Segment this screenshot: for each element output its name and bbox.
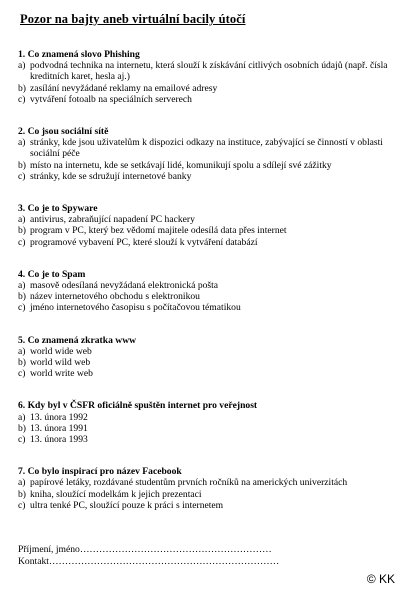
option-text: 13. února 1993 [30,434,88,446]
option-letter: a) [18,280,26,292]
option-letter: c) [18,434,26,446]
answer-option [18,434,398,445]
question-block [18,335,398,380]
answer-option [18,291,398,302]
answer-option [18,368,398,379]
question-title: 1. Co znamená slovo Phishing [18,49,140,60]
option-letter: b) [18,82,26,94]
answer-option [18,346,398,357]
option-text: world wild web [30,357,91,369]
option-letter: b) [18,422,26,434]
option-text: stránky, kde se sdružují internetové banky [30,170,192,182]
copyright-label: © KK [366,572,395,586]
option-text: ultra tenké PC, sloužící pouze k práci s internetem [30,499,224,511]
option-letter: a) [18,137,26,149]
question-title: 4. Co je to Spam [18,268,86,280]
option-letter: c) [18,302,26,314]
name-field: Příjmení, jméno…………………………………………………… [18,544,272,555]
question-title: 6. Kdy byl v ČSFR oficiálně spuštěn internet pro veřejnost [18,400,258,412]
option-text: jméno internetového časopisu s počítačovou tématikou [30,302,241,314]
answer-option [18,489,398,500]
answer-option [18,171,398,182]
option-letter: b) [18,291,26,303]
option-letter: c) [18,93,26,105]
page-title: Pozor na bajty aneb virtuální bacily útočí [20,12,246,26]
answer-option [18,214,398,225]
answer-option [18,137,398,159]
answer-option [18,357,398,368]
contact-field: Kontakt……………………………………………………………… [18,556,280,567]
question-block [18,49,398,105]
option-text: 13. února 1991 [30,422,88,434]
option-text: antivirus, zabraňující napadení PC hackery [30,214,195,226]
option-letter: a) [18,345,26,357]
question-title: 3. Co je to Spyware [18,203,98,215]
question-block [18,466,398,511]
option-text: kniha, sloužící modelkám k jejich prezentaci [30,488,202,500]
answer-option [18,280,398,291]
answer-option [18,160,398,171]
option-letter: b) [18,225,26,237]
question-list [18,49,398,511]
answer-option [18,423,398,434]
option-text: 13. února 1992 [30,411,88,423]
option-text: papírové letáky, rozdávané studentům prvních ročníků na amerických univerzitách [30,477,348,489]
answer-option [18,477,398,488]
option-text: world write web [30,368,93,380]
option-text: název internetového obchodu s elektronikou [30,291,200,303]
option-letter: a) [18,60,26,72]
option-text: stránky, kde jsou uživatelům k dispozici odkazy na instituce, zabývající se činností v oblasti sociální péče [30,137,383,160]
option-letter: a) [18,477,26,489]
question-title: 5. Co znamená zkratka www [18,334,137,346]
option-text: podvodná technika na internetu, která slouží k získávání citlivých osobních údajů (např. čísla kreditních karet, hesla aj.) [30,60,388,83]
answer-option [18,83,398,94]
option-letter: c) [18,368,26,380]
option-text: program v PC, který bez vědomí majitele odesílá data přes internet [30,225,287,237]
answer-option [18,225,398,236]
question-block [18,400,398,445]
contact-section [18,544,279,568]
option-letter: c) [18,170,26,182]
quiz-page [18,12,398,511]
answer-option [18,500,398,511]
option-text: zasílání nevyžádané reklamy na emailové adresy [30,82,218,94]
answer-option [18,302,398,313]
answer-option [18,94,398,105]
answer-option [18,60,398,82]
option-text: vytváření fotoalb na speciálních serverech [30,93,192,105]
option-text: programové vybavení PC, které slouží k vytváření databází [30,236,258,248]
answer-option [18,237,398,248]
option-letter: c) [18,499,26,511]
option-letter: b) [18,488,26,500]
option-letter: a) [18,411,26,423]
answer-option [18,412,398,423]
option-letter: b) [18,159,26,171]
question-block [18,269,398,314]
option-letter: a) [18,214,26,226]
option-text: masově odesílaná nevyžádaná elektronická pošta [30,280,219,292]
option-text: místo na internetu, kde se setkávají lidé, komunikují spolu a sdílejí své zážitky [30,159,332,171]
option-letter: b) [18,357,26,369]
question-title: 2. Co jsou sociální sítě [18,126,109,138]
question-block [18,126,398,182]
question-block [18,203,398,248]
question-title: 7. Co bylo inspirací pro název Facebook [18,466,182,478]
option-letter: c) [18,236,26,248]
option-text: world wide web [30,345,92,357]
